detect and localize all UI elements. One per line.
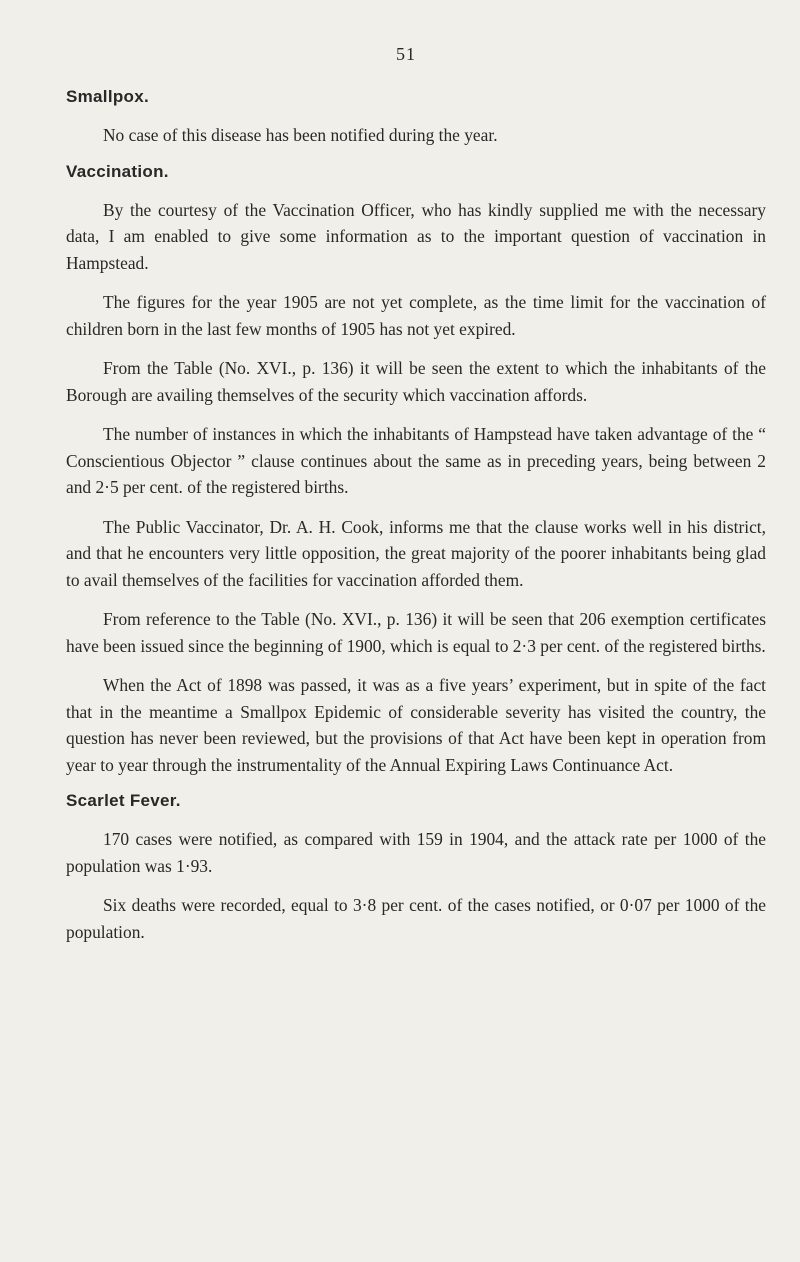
section-vaccination [66, 162, 766, 779]
page-number: 51 [396, 44, 416, 64]
section-heading: Scarlet Fever. [66, 791, 181, 810]
paragraph: By the courtesy of the Vaccination Officer, who has kindly supplied me with the necessary data, I am enabled to give some information as to the important question of vaccination in Hampstead. [66, 199, 766, 273]
paragraph: The number of instances in which the inhabitants of Hampstead have taken advantage of the “ Conscientious Objector ” clause continues about the same as in preceding years, being between 2 and 2·5 per cent. of the registered births. [66, 424, 766, 497]
section-scarlet-fever [66, 791, 766, 945]
paragraph: When the Act of 1898 was passed, it was as a five years’ experiment, but in spite of the fact that in the meantime a Smallpox Epidemic of considerable severity has visited the country, the question has never been reviewed, but the provisions of that Act have been kept in operation from year to year through the instrumentality of the Annual Expiring Laws Continuance Act. [66, 675, 766, 775]
paragraph: From reference to the Table (No. XVI., p. 136) it will be seen that 206 exemption certificates have been issued since the beginning of 1900, which is equal to 2·3 per cent. of the registered births. [66, 609, 766, 656]
section-heading: Smallpox. [66, 87, 150, 106]
paragraph: From the Table (No. XVI., p. 136) it will be seen the extent to which the inhabitants of the Borough are availing themselves of the security which vaccination affords. [66, 358, 766, 405]
section-heading: Vaccination. [66, 161, 169, 181]
paragraph: 170 cases were notified, as compared with 159 in 1904, and the attack rate per 1000 of the population was 1·93. [66, 829, 766, 876]
paragraph: The figures for the year 1905 are not yet complete, as the time limit for the vaccination of children born in the last few months of 1905 has not yet expired. [66, 292, 766, 339]
paragraph: No case of this disease has been notified during the year. [103, 125, 498, 145]
document-page [66, 44, 766, 958]
section-smallpox [66, 87, 766, 149]
paragraph: Six deaths were recorded, equal to 3·8 per cent. of the cases notified, or 0·07 per 1000 of the population. [66, 895, 766, 942]
paragraph: The Public Vaccinator, Dr. A. H. Cook, informs me that the clause works well in his district, and that he encounters very little opposition, the great majority of the poorer inhabitants being glad to avail themselves of the facilities for vaccination afforded them. [66, 516, 766, 590]
